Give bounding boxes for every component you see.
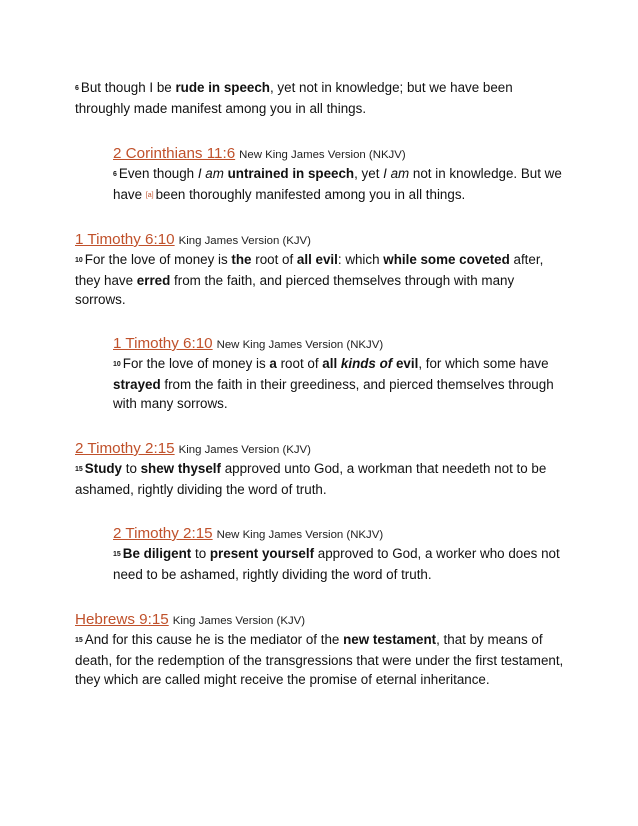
bible-version-label: New King James Version (NKJV) (239, 149, 406, 161)
verse-number: 10 (113, 361, 121, 368)
bible-version-label: New King James Version (NKJV) (216, 529, 384, 541)
scripture-reference-link[interactable]: 2 Timothy 2:15 (113, 525, 213, 542)
scripture-reference-link[interactable]: 1 Timothy 6:10 (113, 335, 213, 352)
verse-number: 15 (113, 551, 121, 558)
scripture-reference-link[interactable]: 2 Timothy 2:15 (75, 440, 175, 457)
reference-line (113, 143, 568, 164)
verse-block-kjv-2tim-2-15 (75, 438, 565, 499)
verse-block-nkjv-2tim-2-15 (113, 523, 568, 584)
verse-text: 15 Be diligent to present yourself approved to God, a worker who does not need to be ashamed, rightly dividing the word of truth. (113, 546, 560, 582)
bible-version-label: New King James Version (NKJV) (216, 339, 384, 351)
verse-number: 15 (75, 466, 83, 473)
verse-block-kjv-heb-9-15 (75, 609, 565, 690)
reference-line (113, 523, 568, 544)
bible-version-label: King James Version (KJV) (178, 444, 311, 456)
bible-version-label: King James Version (KJV) (172, 615, 306, 627)
verse-block-nkjv-2cor-11-6 (113, 143, 568, 205)
scripture-reference-link[interactable]: 2 Corinthians 11:6 (113, 145, 236, 162)
scripture-reference-link[interactable]: 1 Timothy 6:10 (75, 231, 175, 248)
reference-line (113, 333, 568, 354)
verse-block-nkjv-1tim-6-10 (113, 333, 568, 414)
verse-block-kjv-1tim-6-10 (75, 229, 565, 310)
bible-version-label: King James Version (KJV) (178, 235, 311, 247)
verse-number: 6 (75, 85, 79, 92)
verse-number: 10 (75, 257, 83, 264)
verse-text: 15 And for this cause he is the mediator of the new testament, that by means of death, for the redemption of the transgressions that were under the first testament, they which are called might receive the promise of eternal inheritance. (75, 632, 564, 688)
verse-number: 6 (113, 171, 117, 178)
reference-line (75, 609, 565, 630)
verse-text: 6 But though I be rude in speech, yet not in knowledge; but we have been throughly made manifest among you in all things. (75, 80, 513, 116)
verse-text: 6 Even though I am untrained in speech, yet I am not in knowledge. But we have [a] been thoroughly manifested among you in all things. (113, 166, 562, 202)
scripture-reference-link[interactable]: Hebrews 9:15 (75, 611, 169, 628)
reference-line (75, 229, 565, 250)
footnote-marker[interactable]: [a] (145, 191, 154, 199)
verse-block-kjv-2cor-11-6 (75, 78, 565, 118)
verse-number: 15 (75, 637, 83, 644)
verse-text: 10 For the love of money is the root of all evil: which while some coveted after, they have erred from the faith, and pierced themselves through with many sorrows. (75, 252, 544, 308)
verse-text: 10 For the love of money is a root of all kinds of evil, for which some have strayed from the faith in their greediness, and pierced themselves through with many sorrows. (113, 356, 554, 412)
reference-line (75, 438, 565, 459)
verse-text: 15 Study to shew thyself approved unto God, a workman that needeth not to be ashamed, rightly dividing the word of truth. (75, 461, 547, 497)
